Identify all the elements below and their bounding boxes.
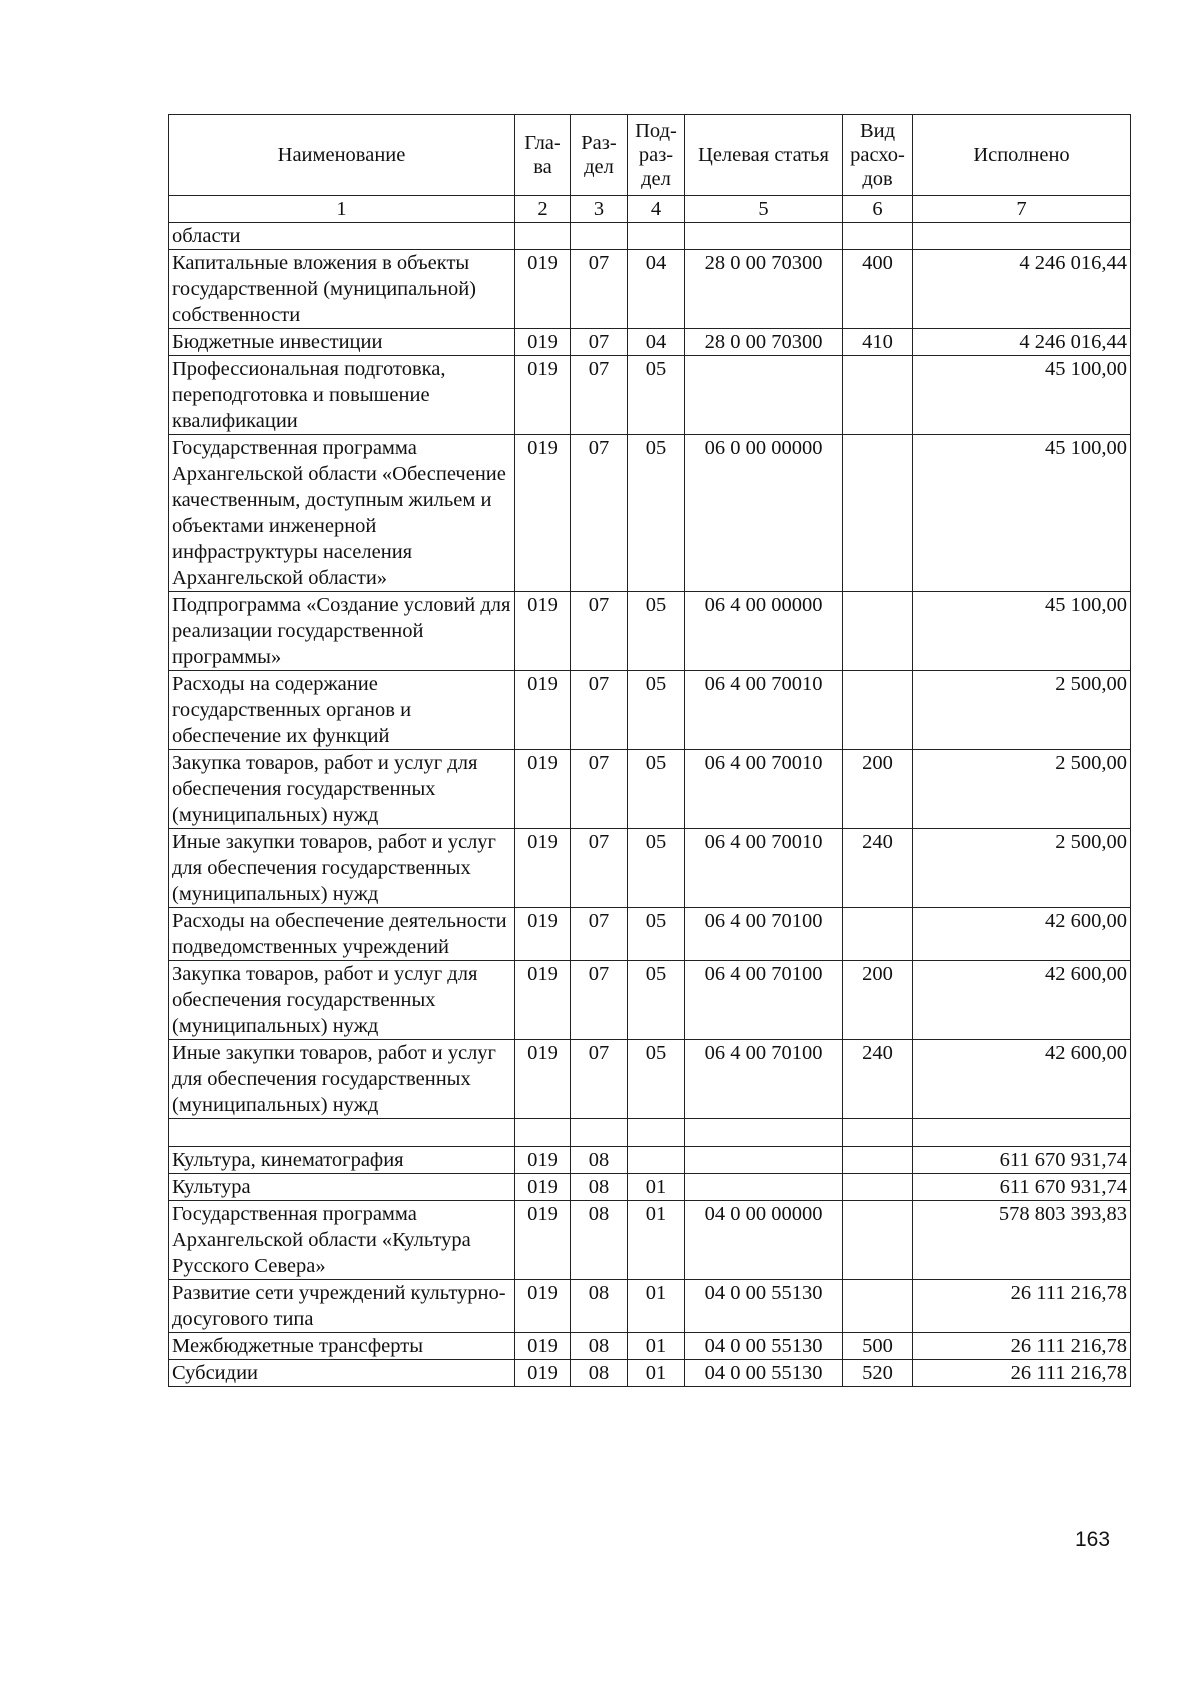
row-glava: 019 — [515, 1360, 571, 1387]
row-name: Государственная программа Архангельской области «Обеспечение качественным, доступным жильем и объектами инженерной инфраструктуры населения Архангельской области» — [169, 435, 515, 592]
row-celevaya-statya — [685, 1174, 843, 1201]
table-row — [169, 1174, 1131, 1201]
table-header-row — [169, 115, 1131, 196]
row-podrazdel: 05 — [628, 961, 685, 1040]
row-vid-rashodov — [843, 356, 913, 435]
row-celevaya-statya: 06 4 00 70010 — [685, 671, 843, 750]
row-celevaya-statya: 06 4 00 70100 — [685, 1040, 843, 1119]
header-razdel: Раз- дел — [571, 115, 628, 196]
row-podrazdel: 04 — [628, 250, 685, 329]
row-vid-rashodov — [843, 908, 913, 961]
table-row — [169, 908, 1131, 961]
row-name: области — [169, 223, 515, 250]
row-amount — [913, 223, 1131, 250]
table-row — [169, 1119, 1131, 1147]
row-vid-rashodov — [843, 223, 913, 250]
row-podrazdel — [628, 223, 685, 250]
row-razdel: 07 — [571, 435, 628, 592]
row-amount — [913, 1119, 1131, 1147]
row-razdel: 07 — [571, 961, 628, 1040]
row-celevaya-statya: 04 0 00 00000 — [685, 1201, 843, 1280]
row-razdel: 08 — [571, 1360, 628, 1387]
table-row — [169, 1333, 1131, 1360]
header-name: Наименование — [169, 115, 515, 196]
row-amount: 26 111 216,78 — [913, 1333, 1131, 1360]
row-celevaya-statya — [685, 1147, 843, 1174]
row-podrazdel: 05 — [628, 671, 685, 750]
row-name: Развитие сети учреждений культурно-досугового типа — [169, 1280, 515, 1333]
row-name: Межбюджетные трансферты — [169, 1333, 515, 1360]
header-vid-rashodov: Вид расхо- дов — [843, 115, 913, 196]
row-glava: 019 — [515, 1147, 571, 1174]
row-vid-rashodov — [843, 592, 913, 671]
column-number: 5 — [685, 196, 843, 223]
row-amount: 26 111 216,78 — [913, 1280, 1131, 1333]
row-podrazdel: 05 — [628, 829, 685, 908]
row-glava: 019 — [515, 435, 571, 592]
row-name: Закупка товаров, работ и услуг для обеспечения государственных (муниципальных) нужд — [169, 961, 515, 1040]
row-razdel: 08 — [571, 1280, 628, 1333]
row-vid-rashodov: 410 — [843, 329, 913, 356]
row-glava: 019 — [515, 1201, 571, 1280]
row-name: Бюджетные инвестиции — [169, 329, 515, 356]
row-amount: 611 670 931,74 — [913, 1174, 1131, 1201]
table-row — [169, 1147, 1131, 1174]
row-razdel — [571, 223, 628, 250]
row-vid-rashodov: 240 — [843, 829, 913, 908]
row-name: Иные закупки товаров, работ и услуг для обеспечения государственных (муниципальных) нужд — [169, 1040, 515, 1119]
row-name: Расходы на обеспечение деятельности подведомственных учреждений — [169, 908, 515, 961]
table-row — [169, 750, 1131, 829]
row-celevaya-statya: 06 4 00 00000 — [685, 592, 843, 671]
table-row — [169, 592, 1131, 671]
row-glava — [515, 1119, 571, 1147]
row-celevaya-statya: 06 0 00 00000 — [685, 435, 843, 592]
row-amount: 45 100,00 — [913, 356, 1131, 435]
row-amount: 4 246 016,44 — [913, 250, 1131, 329]
row-celevaya-statya: 06 4 00 70100 — [685, 908, 843, 961]
row-celevaya-statya: 06 4 00 70010 — [685, 750, 843, 829]
table-row — [169, 671, 1131, 750]
row-podrazdel: 05 — [628, 750, 685, 829]
table-row — [169, 329, 1131, 356]
row-glava: 019 — [515, 1040, 571, 1119]
row-vid-rashodov: 400 — [843, 250, 913, 329]
row-glava: 019 — [515, 329, 571, 356]
row-razdel: 07 — [571, 592, 628, 671]
row-razdel: 07 — [571, 1040, 628, 1119]
row-glava: 019 — [515, 592, 571, 671]
row-vid-rashodov — [843, 435, 913, 592]
row-razdel: 07 — [571, 250, 628, 329]
table-row — [169, 435, 1131, 592]
row-amount: 42 600,00 — [913, 961, 1131, 1040]
row-vid-rashodov — [843, 1280, 913, 1333]
row-name: Подпрограмма «Создание условий для реализации государственной программы» — [169, 592, 515, 671]
row-podrazdel: 04 — [628, 329, 685, 356]
row-podrazdel: 01 — [628, 1174, 685, 1201]
row-podrazdel — [628, 1147, 685, 1174]
row-glava: 019 — [515, 961, 571, 1040]
row-glava: 019 — [515, 829, 571, 908]
row-celevaya-statya — [685, 356, 843, 435]
row-glava: 019 — [515, 1333, 571, 1360]
row-razdel: 08 — [571, 1333, 628, 1360]
header-celevaya-statya: Целевая статья — [685, 115, 843, 196]
row-razdel: 07 — [571, 671, 628, 750]
row-podrazdel: 05 — [628, 356, 685, 435]
column-number: 2 — [515, 196, 571, 223]
header-podrazdel: Под- раз- дел — [628, 115, 685, 196]
column-number: 3 — [571, 196, 628, 223]
row-podrazdel: 01 — [628, 1360, 685, 1387]
row-razdel: 08 — [571, 1147, 628, 1174]
row-podrazdel — [628, 1119, 685, 1147]
budget-execution-table — [168, 114, 1131, 1387]
row-celevaya-statya: 28 0 00 70300 — [685, 250, 843, 329]
row-glava: 019 — [515, 750, 571, 829]
row-vid-rashodov: 500 — [843, 1333, 913, 1360]
row-glava: 019 — [515, 1174, 571, 1201]
row-name: Государственная программа Архангельской области «Культура Русского Севера» — [169, 1201, 515, 1280]
row-vid-rashodov — [843, 1147, 913, 1174]
row-amount: 42 600,00 — [913, 908, 1131, 961]
header-ispolneno: Исполнено — [913, 115, 1131, 196]
row-celevaya-statya — [685, 1119, 843, 1147]
table-row — [169, 250, 1131, 329]
table-row — [169, 1360, 1131, 1387]
row-vid-rashodov: 200 — [843, 961, 913, 1040]
row-name: Субсидии — [169, 1360, 515, 1387]
row-razdel: 07 — [571, 356, 628, 435]
column-number: 4 — [628, 196, 685, 223]
row-amount: 4 246 016,44 — [913, 329, 1131, 356]
row-amount: 2 500,00 — [913, 829, 1131, 908]
column-number: 7 — [913, 196, 1131, 223]
row-vid-rashodov: 520 — [843, 1360, 913, 1387]
row-glava — [515, 223, 571, 250]
row-amount: 611 670 931,74 — [913, 1147, 1131, 1174]
row-podrazdel: 01 — [628, 1333, 685, 1360]
table-body — [169, 223, 1131, 1387]
row-vid-rashodov — [843, 1119, 913, 1147]
row-celevaya-statya: 28 0 00 70300 — [685, 329, 843, 356]
row-name: Культура, кинематография — [169, 1147, 515, 1174]
row-amount: 42 600,00 — [913, 1040, 1131, 1119]
row-glava: 019 — [515, 1280, 571, 1333]
row-amount: 578 803 393,83 — [913, 1201, 1131, 1280]
row-vid-rashodov: 200 — [843, 750, 913, 829]
row-amount: 45 100,00 — [913, 435, 1131, 592]
column-number: 6 — [843, 196, 913, 223]
page-number: 163 — [1075, 1528, 1111, 1551]
row-celevaya-statya: 06 4 00 70010 — [685, 829, 843, 908]
row-razdel: 07 — [571, 750, 628, 829]
row-name: Расходы на содержание государственных органов и обеспечение их функций — [169, 671, 515, 750]
row-razdel — [571, 1119, 628, 1147]
row-name: Профессиональная подготовка, переподготовка и повышение квалификации — [169, 356, 515, 435]
row-podrazdel: 01 — [628, 1201, 685, 1280]
table-row — [169, 961, 1131, 1040]
row-vid-rashodov — [843, 1174, 913, 1201]
row-podrazdel: 05 — [628, 592, 685, 671]
row-glava: 019 — [515, 250, 571, 329]
row-name: Культура — [169, 1174, 515, 1201]
row-name: Капитальные вложения в объекты государственной (муниципальной) собственности — [169, 250, 515, 329]
row-vid-rashodov — [843, 671, 913, 750]
row-name: Закупка товаров, работ и услуг для обеспечения государственных (муниципальных) нужд — [169, 750, 515, 829]
row-razdel: 07 — [571, 329, 628, 356]
row-name: Иные закупки товаров, работ и услуг для обеспечения государственных (муниципальных) нужд — [169, 829, 515, 908]
table-row — [169, 829, 1131, 908]
row-glava: 019 — [515, 908, 571, 961]
row-celevaya-statya: 04 0 00 55130 — [685, 1280, 843, 1333]
row-razdel: 08 — [571, 1174, 628, 1201]
table-row — [169, 1040, 1131, 1119]
row-celevaya-statya: 04 0 00 55130 — [685, 1360, 843, 1387]
row-celevaya-statya: 06 4 00 70100 — [685, 961, 843, 1040]
row-vid-rashodov — [843, 1201, 913, 1280]
row-amount: 26 111 216,78 — [913, 1360, 1131, 1387]
row-podrazdel: 05 — [628, 1040, 685, 1119]
table-row — [169, 356, 1131, 435]
row-name — [169, 1119, 515, 1147]
row-podrazdel: 05 — [628, 908, 685, 961]
row-amount: 2 500,00 — [913, 671, 1131, 750]
header-glava: Гла- ва — [515, 115, 571, 196]
row-razdel: 07 — [571, 908, 628, 961]
row-razdel: 07 — [571, 829, 628, 908]
table-row — [169, 1280, 1131, 1333]
row-vid-rashodov: 240 — [843, 1040, 913, 1119]
table-row — [169, 223, 1131, 250]
row-podrazdel: 01 — [628, 1280, 685, 1333]
column-number: 1 — [169, 196, 515, 223]
row-razdel: 08 — [571, 1201, 628, 1280]
row-glava: 019 — [515, 356, 571, 435]
row-celevaya-statya — [685, 223, 843, 250]
table-row — [169, 1201, 1131, 1280]
column-number-row — [169, 196, 1131, 223]
row-amount: 45 100,00 — [913, 592, 1131, 671]
row-podrazdel: 05 — [628, 435, 685, 592]
row-amount: 2 500,00 — [913, 750, 1131, 829]
row-celevaya-statya: 04 0 00 55130 — [685, 1333, 843, 1360]
row-glava: 019 — [515, 671, 571, 750]
